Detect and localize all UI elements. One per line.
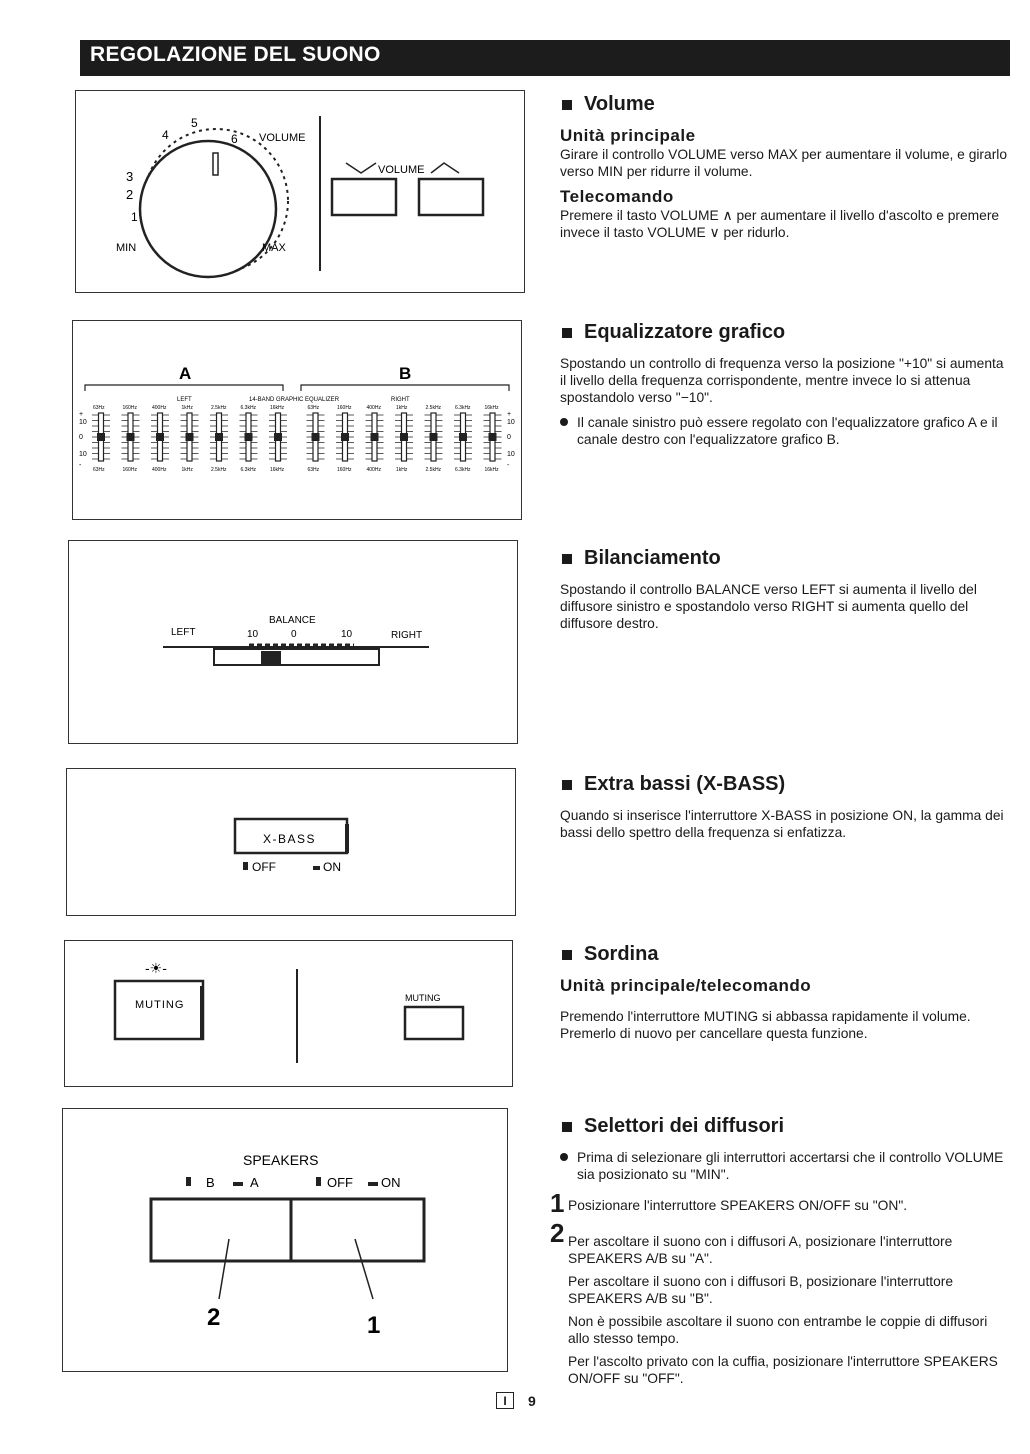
page-footer bbox=[496, 1392, 536, 1409]
eq-freq-label: 6.3kHz bbox=[455, 467, 471, 473]
svg-text:ON: ON bbox=[381, 1175, 401, 1190]
section-speakers bbox=[550, 1115, 1010, 1391]
equalizer-figure bbox=[72, 320, 522, 520]
volume-illustration bbox=[76, 91, 524, 292]
eq-freq-label: 160Hz bbox=[122, 405, 137, 411]
eq-scale-label: - bbox=[79, 462, 82, 469]
eq-freq-label: 2.5kHz bbox=[425, 467, 442, 473]
step-1: 1 Posizionare l'interruttore SPEAKERS ON/OFF su "ON". bbox=[550, 1188, 908, 1218]
eq-slider-knob[interactable] bbox=[430, 433, 438, 441]
eq-freq-label: 2.5kHz bbox=[211, 405, 227, 411]
eq-slider-knob[interactable] bbox=[97, 433, 105, 441]
svg-text:0: 0 bbox=[291, 629, 297, 640]
eq-scale-label: 10 bbox=[507, 451, 515, 458]
svg-text:2: 2 bbox=[126, 187, 134, 202]
svg-text:RIGHT: RIGHT bbox=[391, 630, 423, 641]
eq-scale-label: 10 bbox=[507, 419, 515, 426]
step-2: 2 Per ascoltare il suono con i diffusori A, posizionare l'interruttore SPEAKERS A/B su "A". Per ascoltare il suono con i diffusori B, posizionare l'interruttore SPEAKERS A/B su "B". Non è possibile ascoltare il suono con entrambe le coppie di diffusori allo stesso tempo. Per l'ascolto privato con la cuffia, posizionare l'interruttore SPEAKERS ON/OFF su "OFF". bbox=[550, 1218, 998, 1386]
section-title: Equalizzatore grafico bbox=[550, 324, 1010, 341]
eq-freq-label: 63Hz bbox=[93, 467, 105, 473]
balance-illustration bbox=[69, 541, 517, 743]
svg-text:B: B bbox=[206, 1175, 215, 1190]
eq-freq-label: 160Hz bbox=[337, 467, 352, 473]
subheading: Unità principale bbox=[560, 126, 696, 145]
eq-freq-label: 400Hz bbox=[366, 405, 381, 411]
svg-text:1: 1 bbox=[367, 1312, 381, 1339]
svg-text:LEFT: LEFT bbox=[177, 397, 192, 403]
svg-text:SPEAKERS: SPEAKERS bbox=[243, 1152, 319, 1168]
svg-text:ON: ON bbox=[323, 860, 341, 874]
svg-text:2: 2 bbox=[207, 1304, 221, 1331]
eq-freq-label: 16kHz bbox=[484, 405, 499, 411]
svg-text:VOLUME: VOLUME bbox=[378, 164, 425, 176]
eq-scale-label: 0 bbox=[507, 434, 511, 441]
eq-freq-label: 6.3kHz bbox=[240, 467, 257, 473]
svg-text:1: 1 bbox=[131, 210, 138, 224]
speakers-figure bbox=[62, 1108, 508, 1372]
volume-figure bbox=[75, 90, 525, 293]
svg-text:A: A bbox=[179, 364, 192, 383]
eq-freq-label: 63Hz bbox=[307, 467, 320, 473]
eq-slider-knob[interactable] bbox=[156, 433, 164, 441]
subheading: Telecomando bbox=[560, 187, 674, 206]
svg-text:MUTING: MUTING bbox=[405, 993, 441, 1003]
svg-text:5: 5 bbox=[191, 116, 198, 130]
eq-scale-label: - bbox=[507, 462, 510, 469]
svg-text:LEFT: LEFT bbox=[171, 627, 196, 638]
eq-freq-label: 2.5kHz bbox=[211, 467, 227, 473]
eq-slider-knob[interactable] bbox=[274, 433, 282, 441]
eq-slider-knob[interactable] bbox=[400, 433, 408, 441]
paragraph: Premendo l'interruttore MUTING si abbassa rapidamente il volume. Premerlo di nuovo per cancellare questa funzione. bbox=[560, 1009, 971, 1041]
svg-text:MIN: MIN bbox=[116, 242, 137, 254]
svg-text:-☀-: -☀- bbox=[145, 960, 167, 976]
svg-text:RIGHT: RIGHT bbox=[391, 397, 410, 403]
bullet-item: Prima di selezionare gli interruttori accertarsi che il controllo VOLUME sia posizionato su "MIN". bbox=[560, 1149, 1010, 1183]
eq-slider-knob[interactable] bbox=[215, 433, 223, 441]
eq-scale-label: 0 bbox=[79, 434, 83, 441]
language-badge: I bbox=[496, 1392, 514, 1409]
muting-illustration bbox=[65, 941, 512, 1086]
svg-text:BALANCE: BALANCE bbox=[269, 615, 316, 626]
eq-freq-label: 63Hz bbox=[93, 405, 105, 411]
svg-text:10: 10 bbox=[247, 629, 259, 640]
subheading: Unità principale/telecomando bbox=[560, 976, 812, 995]
eq-slider-knob[interactable] bbox=[341, 433, 349, 441]
svg-text:6: 6 bbox=[231, 132, 238, 146]
section-title: Volume bbox=[550, 96, 1010, 113]
eq-freq-label: 1kHz bbox=[396, 405, 408, 411]
section-xbass bbox=[550, 773, 1010, 849]
eq-scale-label: + bbox=[507, 411, 512, 418]
eq-freq-label: 2.5kHz bbox=[425, 405, 442, 411]
eq-scale-label: + bbox=[79, 411, 84, 418]
section-title: Bilanciamento bbox=[550, 550, 1010, 567]
svg-text:OFF: OFF bbox=[252, 860, 276, 874]
paragraph: Premere il tasto VOLUME ∧ per aumentare il livello d'ascolto e premere invece il tasto VOLUME ∨ per ridurlo. bbox=[560, 208, 1000, 240]
svg-text:MAX: MAX bbox=[262, 242, 286, 254]
section-title: Selettori dei diffusori bbox=[550, 1118, 1010, 1135]
svg-text:14-BAND GRAPHIC EQUALIZER: 14-BAND GRAPHIC EQUALIZER bbox=[249, 397, 340, 403]
svg-text:A: A bbox=[250, 1175, 259, 1190]
eq-freq-label: 400Hz bbox=[152, 467, 167, 473]
balance-figure bbox=[68, 540, 518, 744]
xbass-figure bbox=[66, 768, 516, 916]
eq-slider-knob[interactable] bbox=[489, 433, 497, 441]
muting-figure bbox=[64, 940, 513, 1087]
section-muting bbox=[550, 943, 1010, 1050]
eq-freq-label: 16kHz bbox=[484, 467, 499, 473]
eq-slider-knob[interactable] bbox=[371, 433, 379, 441]
eq-freq-label: 6.3kHz bbox=[240, 405, 257, 411]
page-title: REGOLAZIONE DEL SUONO bbox=[90, 43, 381, 66]
paragraph: Spostando un controllo di frequenza verso la posizione "+10" si aumenta il livello della frequenza corrispondente, mentre invece lo si attenua spostandolo verso "−10". bbox=[560, 356, 1004, 405]
eq-freq-label: 1kHz bbox=[181, 405, 193, 411]
paragraph: Quando si inserisce l'interruttore X-BASS in posizione ON, la gamma dei bassi dello spettro della frequenza si enfatizza. bbox=[560, 808, 1004, 840]
eq-freq-label: 16kHz bbox=[270, 467, 285, 473]
section-title: Extra bassi (X-BASS) bbox=[550, 776, 1010, 793]
svg-text:OFF: OFF bbox=[327, 1175, 353, 1190]
eq-scale-label: 10 bbox=[79, 451, 87, 458]
xbass-illustration bbox=[67, 769, 515, 915]
eq-slider-knob[interactable] bbox=[312, 433, 320, 441]
eq-freq-label: 400Hz bbox=[366, 467, 381, 473]
section-volume bbox=[550, 93, 1010, 249]
eq-freq-label: 160Hz bbox=[122, 467, 137, 473]
section-title: Sordina bbox=[550, 946, 1010, 963]
paragraph: Spostando il controllo BALANCE verso LEFT si aumenta il livello del diffusore sinistro e spostandolo verso RIGHT si aumenta quello del diffusore destro. bbox=[560, 582, 977, 631]
eq-slider-knob[interactable] bbox=[127, 433, 135, 441]
paragraph: Girare il controllo VOLUME verso MAX per aumentare il volume, e girarlo verso MIN per ridurre il volume. bbox=[560, 147, 1008, 179]
eq-slider-knob[interactable] bbox=[459, 433, 467, 441]
speakers-illustration bbox=[63, 1109, 507, 1371]
svg-text:VOLUME: VOLUME bbox=[259, 132, 306, 144]
eq-scale-label: 10 bbox=[79, 419, 87, 426]
svg-text:4: 4 bbox=[162, 128, 169, 142]
eq-freq-label: 1kHz bbox=[181, 467, 193, 473]
page-number: 9 bbox=[528, 1392, 536, 1409]
eq-freq-label: 16kHz bbox=[270, 405, 285, 411]
eq-freq-label: 6.3kHz bbox=[455, 405, 471, 411]
eq-freq-label: 400Hz bbox=[152, 405, 167, 411]
svg-text:MUTING: MUTING bbox=[135, 999, 185, 1011]
section-balance bbox=[550, 547, 1010, 640]
equalizer-illustration bbox=[73, 321, 521, 519]
svg-text:3: 3 bbox=[126, 169, 134, 184]
page-title-bar bbox=[80, 40, 1010, 76]
eq-slider-knob[interactable] bbox=[186, 433, 194, 441]
svg-text:X-BASS: X-BASS bbox=[263, 832, 317, 846]
bullet-item: Il canale sinistro può essere regolato con l'equalizzatore grafico A e il canale destro con l'equalizzatore grafico B. bbox=[560, 414, 1010, 448]
eq-freq-label: 160Hz bbox=[337, 405, 352, 411]
eq-freq-label: 1kHz bbox=[396, 467, 408, 473]
eq-slider-knob[interactable] bbox=[245, 433, 253, 441]
svg-text:B: B bbox=[399, 364, 412, 383]
eq-freq-label: 63Hz bbox=[307, 405, 320, 411]
svg-text:10: 10 bbox=[341, 629, 353, 640]
section-equalizer bbox=[550, 321, 1010, 456]
